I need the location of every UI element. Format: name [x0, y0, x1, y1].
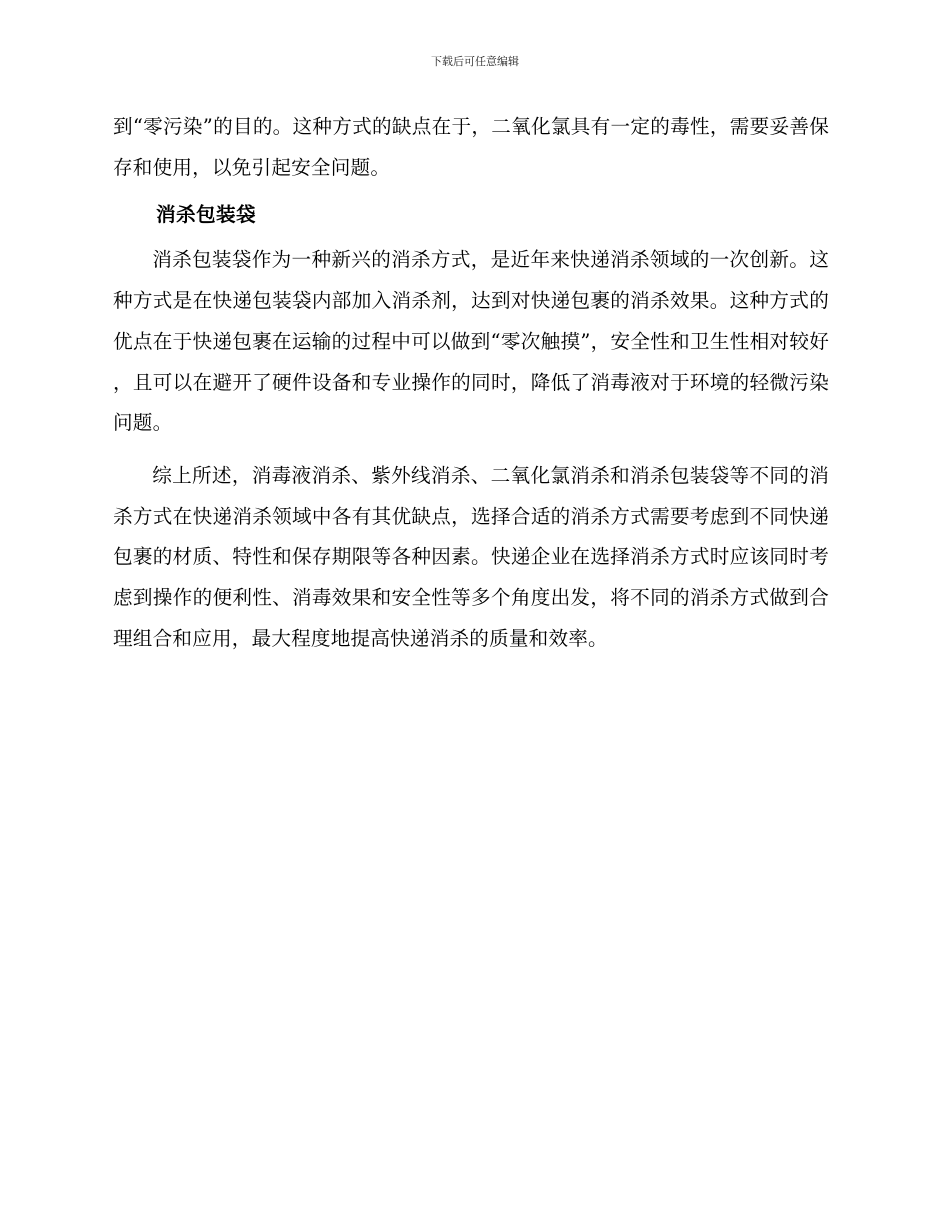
paragraph-conclusion: 综上所述，消毒液消杀、紫外线消杀、二氧化氯消杀和消杀包装袋等不同的消杀方式在快递消杀领域中各有其优缺点，选择合适的消杀方式需要考虑到不同快递包裹的材质、特性和保存期限等各种因素。快递企业在选择消杀方式时应该同时考虑到操作的便利性、消毒效果和安全性等多个角度出发，将不同的消杀方式做到合理组合和应用，最大程度地提高快递消杀的质量和效率。 — [113, 463, 829, 650]
section-heading: 消杀包装袋 — [156, 203, 256, 227]
paragraph-gap — [113, 444, 829, 456]
document-body — [113, 107, 829, 659]
paragraph-continuation: 到“零污染”的目的。这种方式的缺点在于，二氧化氯具有一定的毒性，需要妥善保存和使用，以免引起安全问题。 — [113, 115, 829, 179]
paragraph-packaging-bag: 消杀包装袋作为一种新兴的消杀方式，是近年来快递消杀领域的一次创新。这种方式是在快递包装袋内部加入消杀剂，达到对快递包裹的消杀效果。这种方式的优点在于快递包裹在运输的过程中可以做到“零次触摸”，安全性和卫生性相对较好，且可以在避开了硬件设备和专业操作的同时，降低了消毒液对于环境的轻微污染问题。 — [113, 248, 829, 435]
page-header: 下载后可任意编辑 — [431, 55, 519, 68]
